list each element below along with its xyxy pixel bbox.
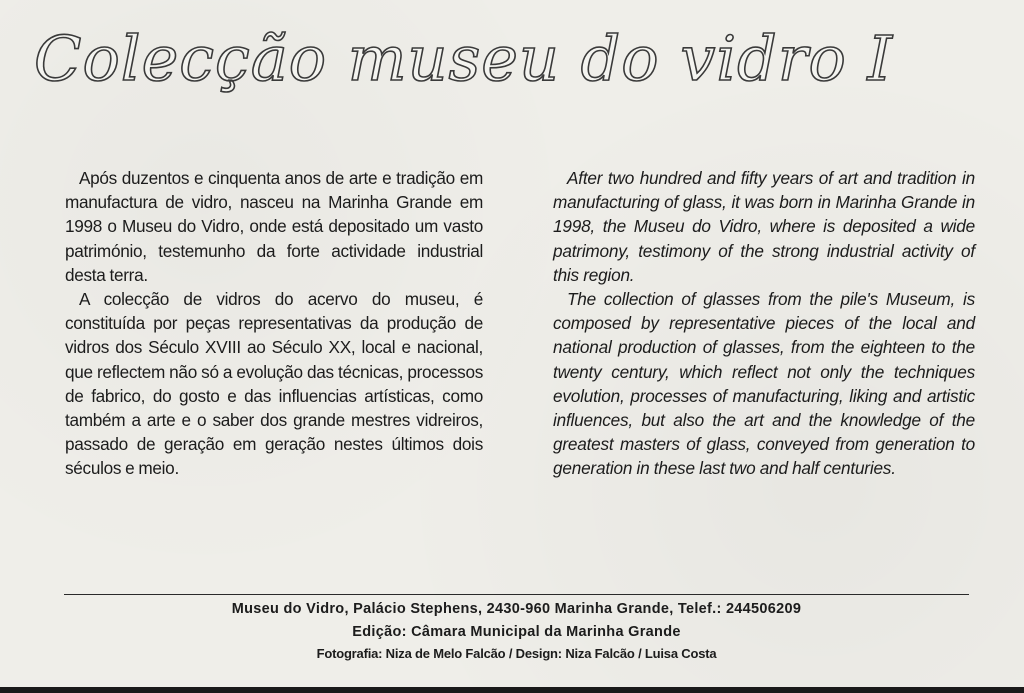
portuguese-text-column (65, 166, 483, 481)
english-paragraph: After two hundred and fifty years of art and tradition in manufacturing of glass, it was born in Marinha Grande in 1998, the Museu do Vidro, where is deposited a wide patrimony, testimony of the strong industrial activity of this region. (553, 168, 975, 285)
english-text-column (553, 166, 975, 481)
footer-divider (64, 594, 969, 595)
footer-credits: Fotografia: Niza de Melo Falcão / Design: Niza Falcão / Luisa Costa (316, 646, 717, 661)
english-paragraph: The collection of glasses from the pile's Museum, is composed by representative pieces of the local and national production of glasses, from the eighteen to the twenty century, which reflect not only the techniques evolution, processes of manufacturing, liking and artistic influences, but also the art and the knowledge of the greatest masters of glass, conveyed from generation to generation in these last two and half centuries. (553, 289, 975, 479)
footer-edition: Edição: Câmara Municipal da Marinha Grande (352, 624, 681, 640)
scan-edge (0, 687, 1024, 693)
portuguese-paragraph: Após duzentos e cinquenta anos de arte e tradição em manufactura de vidro, nasceu na Marinha Grande em 1998 o Museu do Vidro, onde está depositado um vasto património, testemunho da forte actividade industrial desta terra. (65, 168, 483, 285)
portuguese-paragraph: A colecção de vidros do acervo do museu, é constituída por peças representativas da produção de vidros dos Século XVIII ao Século XX, local e nacional, que reflectem não só a evolução das técnicas, processos de fabrico, do gosto e das influencias artísticas, como também a arte e o saber dos grande mestres vidreiros, passado de geração em geração nestes últimos dois séculos e meio. (65, 289, 483, 479)
footer-address: Museu do Vidro, Palácio Stephens, 2430-960 Marinha Grande, Telef.: 244506209 (231, 601, 802, 617)
handwritten-title: Colecção museu do vidro I (34, 22, 894, 95)
